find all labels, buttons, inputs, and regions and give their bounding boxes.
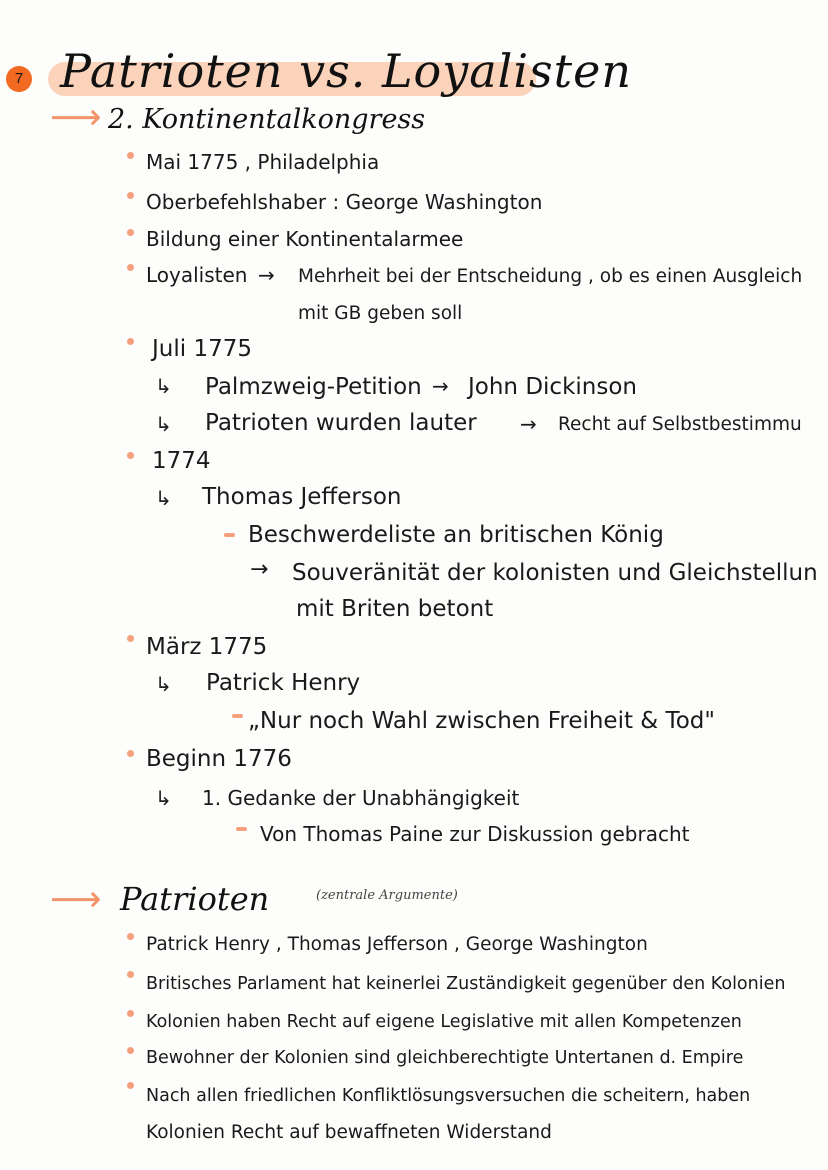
bullet-dot	[127, 338, 134, 345]
right-arrow-icon: →	[520, 412, 537, 436]
bullet-dash	[236, 827, 247, 831]
hook-arrow-icon: ↳	[155, 486, 172, 510]
list-item: Kolonien haben Recht auf eigene Legislative mit allen Kompetenzen	[146, 1012, 742, 1032]
bullet-dot	[127, 1082, 134, 1089]
list-item: „Nur noch Wahl zwischen Freiheit & Tod"	[248, 708, 715, 734]
right-arrow-icon: →	[432, 374, 449, 398]
bullet-dot	[127, 1010, 134, 1017]
list-item: Mai 1775 , Philadelphia	[146, 150, 380, 174]
bullet-dot	[127, 152, 134, 159]
bullet-dot	[127, 933, 134, 940]
section-note: (zentrale Argumente)	[316, 888, 458, 903]
list-item: Mehrheit bei der Entscheidung , ob es einen Ausgleich	[298, 266, 803, 287]
list-item: Von Thomas Paine zur Diskussion gebracht	[260, 822, 690, 846]
bullet-dot	[127, 192, 134, 199]
list-item: Beginn 1776	[146, 746, 292, 772]
list-item: Loyalisten	[146, 263, 248, 287]
list-item: 1. Gedanke der Unabhängigkeit	[202, 786, 520, 810]
right-arrow-icon: →	[250, 557, 269, 582]
list-item: mit GB geben soll	[298, 303, 463, 324]
right-arrow-icon: ⟶	[50, 879, 102, 920]
list-item: Thomas Jefferson	[202, 484, 402, 510]
list-item: Juli 1775	[152, 336, 252, 362]
list-item: März 1775	[146, 634, 268, 660]
list-item: 1774	[152, 448, 211, 474]
page-title: Patrioten vs. Loyalisten	[60, 44, 633, 98]
list-item: John Dickinson	[468, 374, 637, 400]
hook-arrow-icon: ↳	[155, 786, 172, 810]
bullet-dash	[232, 714, 243, 718]
list-item: Patrick Henry , Thomas Jefferson , George Washington	[146, 934, 648, 955]
right-arrow-icon: ⟶	[50, 97, 102, 138]
bullet-dot	[127, 452, 134, 459]
hook-arrow-icon: ↳	[155, 672, 172, 696]
list-item: Nach allen friedlichen Konfliktlösungsversuchen die scheitern, haben	[146, 1086, 751, 1106]
bullet-dot	[127, 635, 134, 642]
list-item: Bewohner der Kolonien sind gleichberechtigte Untertanen d. Empire	[146, 1048, 744, 1068]
list-item: Patrioten wurden lauter	[205, 410, 477, 436]
right-arrow-icon: →	[258, 263, 275, 287]
list-item: Souveränität der kolonisten und Gleichstellun	[292, 560, 818, 586]
list-item: Bildung einer Kontinentalarmee	[146, 227, 464, 251]
bullet-dot	[127, 750, 134, 757]
list-item: Oberbefehlshaber : George Washington	[146, 190, 543, 214]
bullet-dot	[127, 1047, 134, 1054]
list-item: mit Briten betont	[296, 596, 494, 622]
chapter-number-badge: 7	[6, 66, 32, 92]
hook-arrow-icon: ↳	[155, 412, 172, 436]
section-heading-kontinentalkongress: 2. Kontinentalkongress	[108, 104, 426, 135]
list-item: Recht auf Selbstbestimmu	[558, 414, 802, 435]
list-item: Patrick Henry	[206, 670, 361, 696]
list-item: Beschwerdeliste an britischen König	[248, 522, 664, 548]
bullet-dot	[127, 971, 134, 978]
list-item: Kolonien Recht auf bewaffneten Widerstand	[146, 1122, 552, 1143]
section-heading-patrioten: Patrioten	[120, 880, 270, 918]
hook-arrow-icon: ↳	[155, 374, 172, 398]
list-item: Britisches Parlament hat keinerlei Zuständigkeit gegenüber den Kolonien	[146, 974, 786, 994]
bullet-dash	[224, 533, 235, 537]
bullet-dot	[127, 264, 134, 271]
bullet-dot	[127, 229, 134, 236]
list-item: Palmzweig-Petition	[205, 374, 422, 400]
